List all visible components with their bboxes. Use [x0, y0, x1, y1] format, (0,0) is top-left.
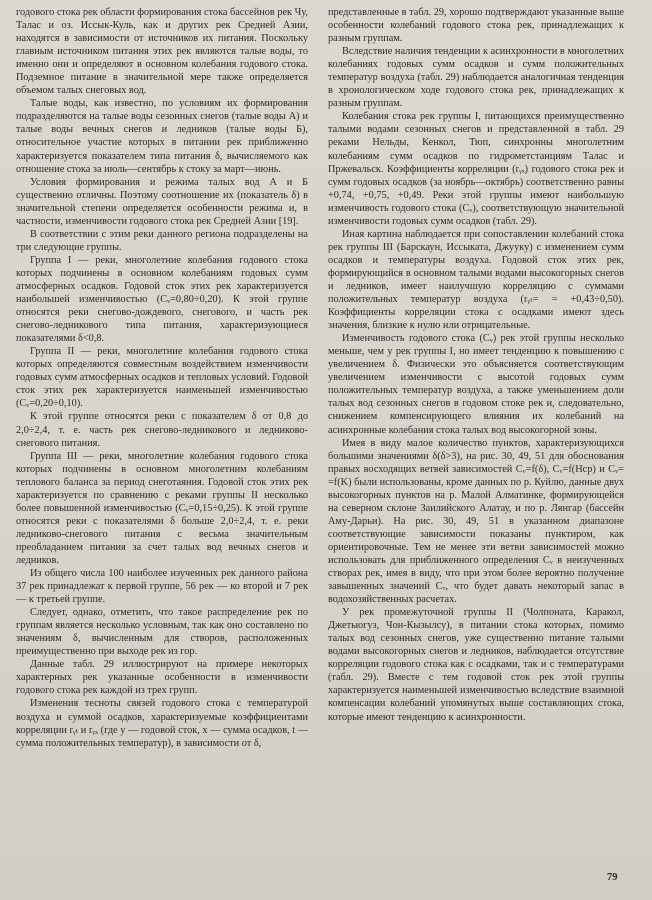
paragraph: Талые воды, как известно, по условиям их формирования подразделяются на талые воды сезонных снегов (талые воды А) и талые воды вечных снегов и ледников (талые воды Б), относительное участие которых в питании рек приближенно характеризуется показателем типа питания δ, вычисляемого как отношение стока за июль—сентябрь к стоку за март—июнь. [16, 98, 308, 175]
paragraph: Изменчивость годового стока (Cᵥ) рек этой группы несколько меньше, чем у рек группы I, но имеет тенденцию к повышению с увеличением δ. Физически это объясняется соответствующим увеличением изменчивости с высотой годовых сумм положительных температур воздуха, а также уменьшением доли талых вод сезонных снегов в годовом стоке рек и, следовательно, снижением компенсирующего влияния их колебаний на асинхронные колебания стока талых вод высокогорной зоны. [328, 333, 624, 436]
paragraph: Группа I — реки, многолетние колебания годового стока которых подчинены в основном колебаниям годовых сумм атмосферных осадков. Годовой сток этих рек характеризуется наибольшей изменчивостью (Cᵥ=0,80÷0,20). К этой группе относятся реки снегово-дождевого, снегового, и часть рек снегово-ледникового типа питания, характеризующиеся показателями δ<0,8. [16, 254, 308, 345]
paragraph: Иная картина наблюдается при сопоставлении колебаний стока рек группы III (Барскаун, Иссыката, Джууку) с изменением сумм осадков и температуры воздуха. Годовой сток этих рек, формирующийся в основном талыми водами высокогорных снегов и ледников, имеет наилучшую корреляцию с суммами положительных температур воздуха (rᵧₜ= = +0,43÷0,50). Коэффициенты корреляции стока с осадками имеют здесь значения, близкие к нулю или отрицательные. [328, 228, 624, 332]
paragraph: К этой группе относятся реки с показателем δ от 0,8 до 2,0÷2,4, т. е. часть рек снегово-ледникового и ледниково-снегового питания. [16, 411, 308, 449]
paragraph: Группа II — реки, многолетние колебания годового стока которых определяются совместным воздействием изменчивости годовых сумм атмосферных осадков и тепловых условий. Годовой сток этих рек характеризуется наименьшей изменчивостью (Cᵥ=0,20÷0,10). [16, 346, 308, 410]
paragraph: Имея в виду малое количество пунктов, характеризующихся большими значениями δ(δ>3), на рис. 30, 49, 51 для обоснования правых восходящих ветвей зависимостей Cᵥ=f(δ), Cᵥ=f(Hср) и Cᵥ= =f(K) были использованы, кроме данных по р. Куйлю, данные двух высокогорных пунктов на р. Малой Алматинке, формирующейся на северном склоне Заилийского Алатау, и по р. Лянгар (бассейн Аму-Дарьи). На рис. 30, 49, 51 в указанном диапазоне соответствующие зависимости показаны пунктиром, как ориентировочные. Тем не менее эти ветви зависимостей можно использовать для приближенного определения Cᵥ в неизученных створах рек, имея в виду, что при этом более вероятно получение завышенных значений Cᵥ, что будет давать некоторый запас в водохозяйственных расчетах. [328, 437, 624, 606]
paragraph: Колебания стока рек группы I, питающихся преимущественно талыми водами сезонных снегов и представленной в табл. 29 реками Нельды, Кенкол, Тюп, синхронны многолетним колебаниям сумм осадков по гидрометстанциям Талас и Пржевальск. Коэффициенты корреляции (rᵧₓ) годового стока рек и сумм годовых осадков (за ноябрь—октябрь) соответственно равны +0,74, +0,75, +0,49. Реки этой группы имеют наибольшую изменчивость годового стока (Cᵥ), соответствующую значительной изменчивости годовых сумм осадков (табл. 29). [328, 111, 624, 227]
paragraph: годового стока рек области формирования стока бассейнов рек Чу, Талас и оз. Иссык-Куль, как и других рек Средней Азии, находятся в зависимости от источников их питания. Поскольку главным источником питания этих рек являются талые воды, то именно они и определяют в основном колебания годового стока. Подземное питание в значительной мере также определяется объемом талых снеговых вод. [16, 7, 308, 97]
paragraph: представленные в табл. 29, хорошо подтверждают указанные выше особенности колебаний годового стока рек, принадлежащих к разным группам. [328, 7, 624, 45]
paragraph: У рек промежуточной группы II (Чолпоната, Каракол, Джетыогуз, Чон-Кызылсу), в питании стока которых, помимо талых вод сезонных снегов, уже существенно питание талыми водами высокогорных снегов и ледников, наблюдается отсутствие корреляции годового стока как с осадками, так и с температурами (табл. 29). Вместе с тем годовой сток рек этой группы характеризуется наименьшей изменчивостью вследствие взаимной компенсации колебаний упомянутых выше составляющих стока, которые имеют тенденцию к асинхронности. [328, 607, 624, 723]
paragraph: Данные табл. 29 иллюстрируют на примере некоторых характерных рек указанные особенности в изменчивости годового стока рек каждой из трех групп. [16, 659, 308, 697]
paragraph: Следует, однако, отметить, что такое распределение рек по группам является несколько условным, так как оно составлено по значениям δ, вычисленным для створов, расположенных преимущественно при выходе рек из гор. [16, 607, 308, 658]
paragraph: Изменения тесноты связей годового стока с температурой воздуха и суммой осадков, характеризуемые коэффициентами корреляции rᵧₜ и rᵧₓ (где y — годовой сток, x — сумма осадков, t — сумма положительных температур), в зависимости от δ, [16, 698, 308, 749]
left-column [16, 6, 308, 750]
paragraph: Вследствие наличия тенденции к асинхронности в многолетних колебаниях годовых сумм осадков и сумм положительных температур воздуха (табл. 29) наблюдается аналогичная тенденция в хронологическом ходе годового стока рек, принадлежащих к разным группам. [328, 46, 624, 110]
paragraph: Группа III — реки, многолетние колебания годового стока которых подчинены в основном многолетним колебаниям теплового баланса за период снеготаяния. Годовой сток этих рек характеризуется по сравнению с реками группы II несколько более повышенной изменчивостью (Cᵥ=0,15÷0,25). К этой группе относятся реки с показателями δ больше 2,0÷2,4, т. е. реки ледниково-снегового питания с весьма значительным преобладанием питания за счет талых вод вечных снегов и ледников. [16, 450, 308, 566]
paragraph: В соответствии с этим реки данного региона подразделены на три следующие группы. [16, 228, 308, 253]
page-number: 79 [607, 872, 618, 883]
paragraph: Из общего числа 100 наиболее изученных рек данного района 37 рек принадлежат к первой группе, 56 рек — ко второй и 7 рек — к третьей группе. [16, 568, 308, 606]
right-column [328, 6, 624, 724]
paragraph: Условия формирования и режима талых вод А и Б существенно отличны. Поэтому соотношение их (показатель δ) в значительной степени определяется особенности режима и, в частности, изменчивости годового стока рек Средней Азии [19]. [16, 176, 308, 227]
